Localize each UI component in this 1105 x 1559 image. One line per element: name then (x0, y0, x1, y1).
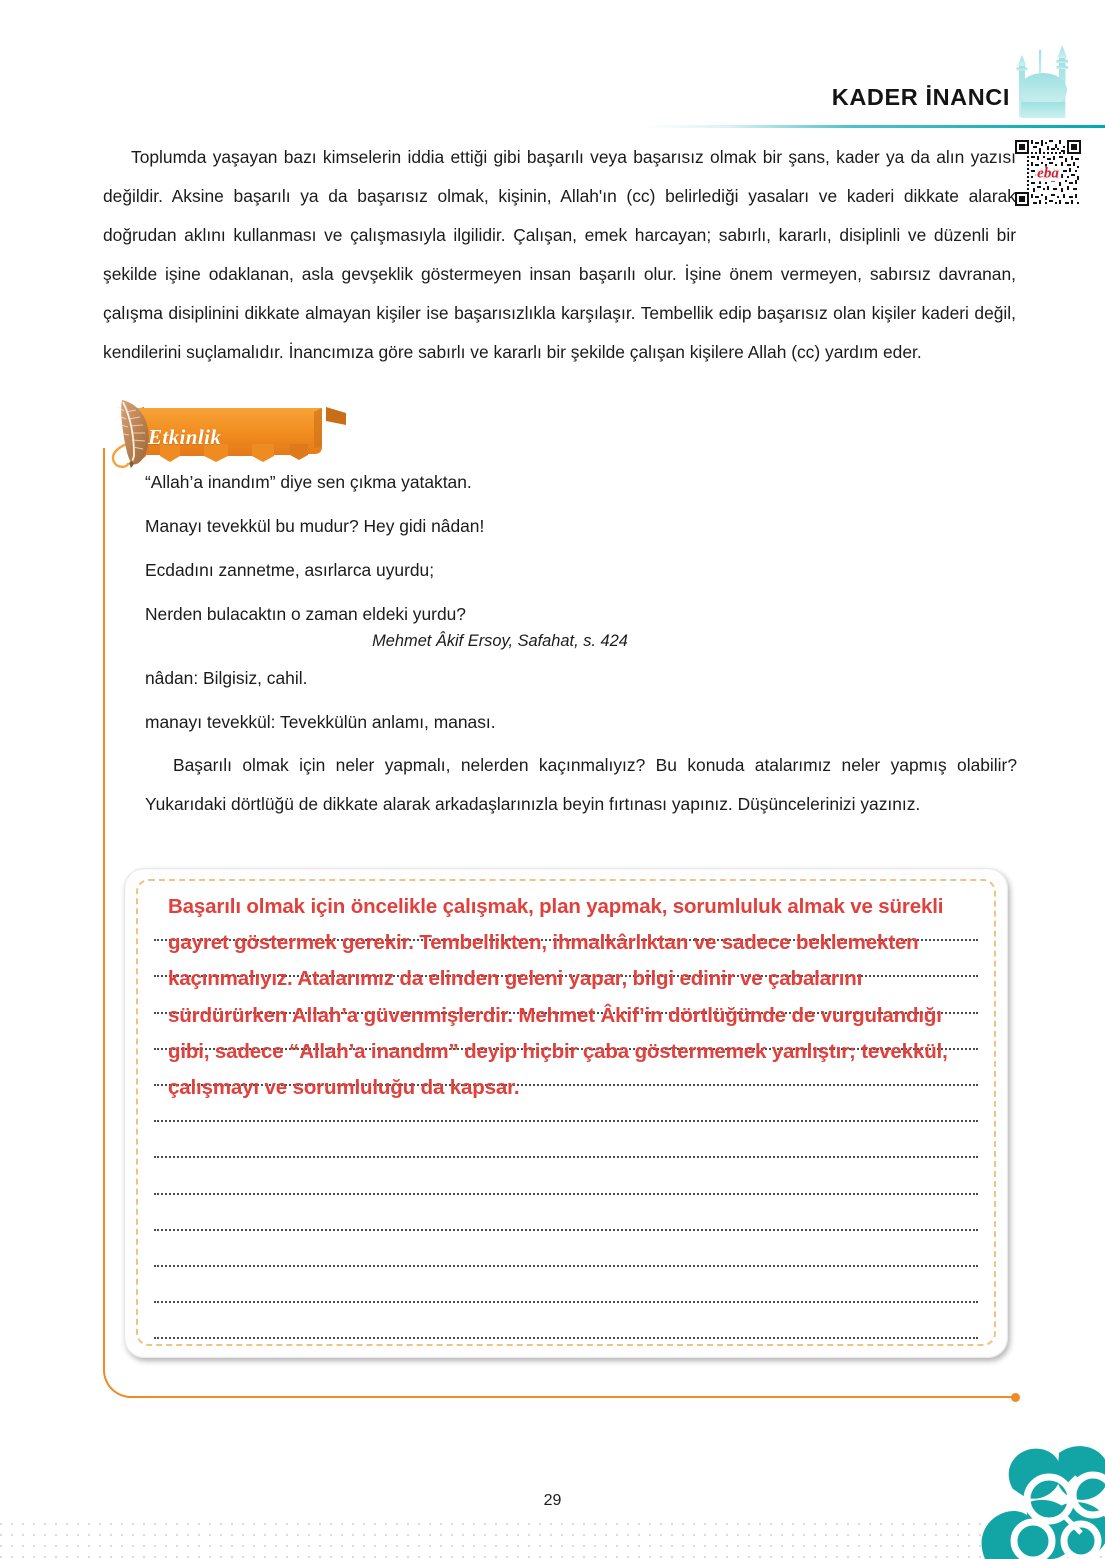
answer-box-inner[interactable] (136, 879, 996, 1346)
glossary-entry: nâdan: Bilgisiz, cahil. (145, 668, 308, 688)
writing-line (154, 1158, 978, 1194)
poem-source-citation: Mehmet Âkif Ersoy, Safahat, s. 424 (372, 632, 628, 650)
page-title: KADER İNANCI (831, 84, 1010, 110)
footer-dot-pattern (0, 1523, 1105, 1559)
poem-line: “Allah’a inandım” diye sen çıkma yataktan. (145, 472, 472, 492)
poem-line: Ecdadını zannetme, asırlarca uyurdu; (145, 560, 435, 580)
mosque-silhouette-icon (1003, 42, 1087, 124)
activity-task-text: Başarılı olmak için neler yapmalı, nelerden kaçınmalıyız? Bu konuda atalarımız neler yapmış olabilir? Yukarıdaki dörtlüğü de dikkate alarak arkadaşlarınızla beyin fırtınası yapınız. Düşüncelerinizi yazınız. (145, 755, 1017, 814)
glossary-entry: manayı tevekkül: Tevekkülün anlamı, manası. (145, 712, 496, 732)
qr-code-icon[interactable] (1015, 140, 1081, 206)
poem-line: Nerden bulacaktın o zaman eldeki yurdu? (145, 604, 466, 624)
page-number: 29 (543, 1492, 562, 1509)
floral-rosette-icon (941, 1437, 1105, 1559)
poem-block (145, 470, 945, 626)
page-header (545, 40, 1105, 130)
activity-badge-label: Etkinlik (148, 425, 222, 449)
poem-line: Manayı tevekkül bu mudur? Hey gidi nâdan! (145, 516, 485, 536)
writing-line (154, 1122, 978, 1158)
writing-line (154, 1267, 978, 1303)
answer-response-text[interactable]: Başarılı olmak için öncelikle çalışmak, plan yapmak, sorumluluk almak ve sürekli gayret göstermek gerekir. Tembellikten, ihmalkârlıktan ve sadece beklemekten kaçınmalıyız. Atalarımız da elinden geleni yapar, bilgi edinir ve çabalarını sürdürürken Allah’a güvenmişlerdir. Mehmet Âkif’in dörtlüğünde de vurgulandığı gibi, sadece “Allah’a inandım” deyip hiçbir çaba göstermemek yanlıştır; tevekkül, çalışmayı ve sorumluluğu da kapsar. (168, 895, 948, 1100)
header-divider (645, 125, 1105, 128)
glossary-block (145, 666, 945, 754)
writing-line (154, 1231, 978, 1267)
intro-paragraph: Toplumda yaşayan bazı kimselerin iddia ettiği gibi başarılı veya başarısız olmak bir şans, kader ya da alın yazısı değildir. Aksine başarılı ya da başarısız olmak, kişinin, Allah'ın (cc) belirlediği yasaları ve kaderi dikkate alarak doğrudan aklını kullanması ve çalışmasıyla ilgilidir. Çalışan, emek harcayan; sabırlı, kararlı, disiplinli ve düzenli bir şekilde işine odaklanan, asla gevşeklik göstermeyen insan başarılı olur. İşine önem vermeyen, sabırsız davranan, çalışma disiplinini dikkate almayan kişiler ise başarısızlıkla karşılaşır. Tembellik edip başarısız olan kişiler kaderi değil, kendilerini suçlamalıdır. İnancımıza göre sabırlı ve kararlı bir şekilde çalışan kişilere Allah (cc) yardım eder. (103, 147, 1016, 362)
activity-badge (100, 398, 350, 470)
writing-line (154, 1195, 978, 1231)
writing-line (154, 1303, 978, 1339)
answer-box[interactable] (124, 868, 1008, 1358)
eba-logo: eba (1037, 165, 1059, 182)
frame-end-dot (1011, 1393, 1020, 1402)
